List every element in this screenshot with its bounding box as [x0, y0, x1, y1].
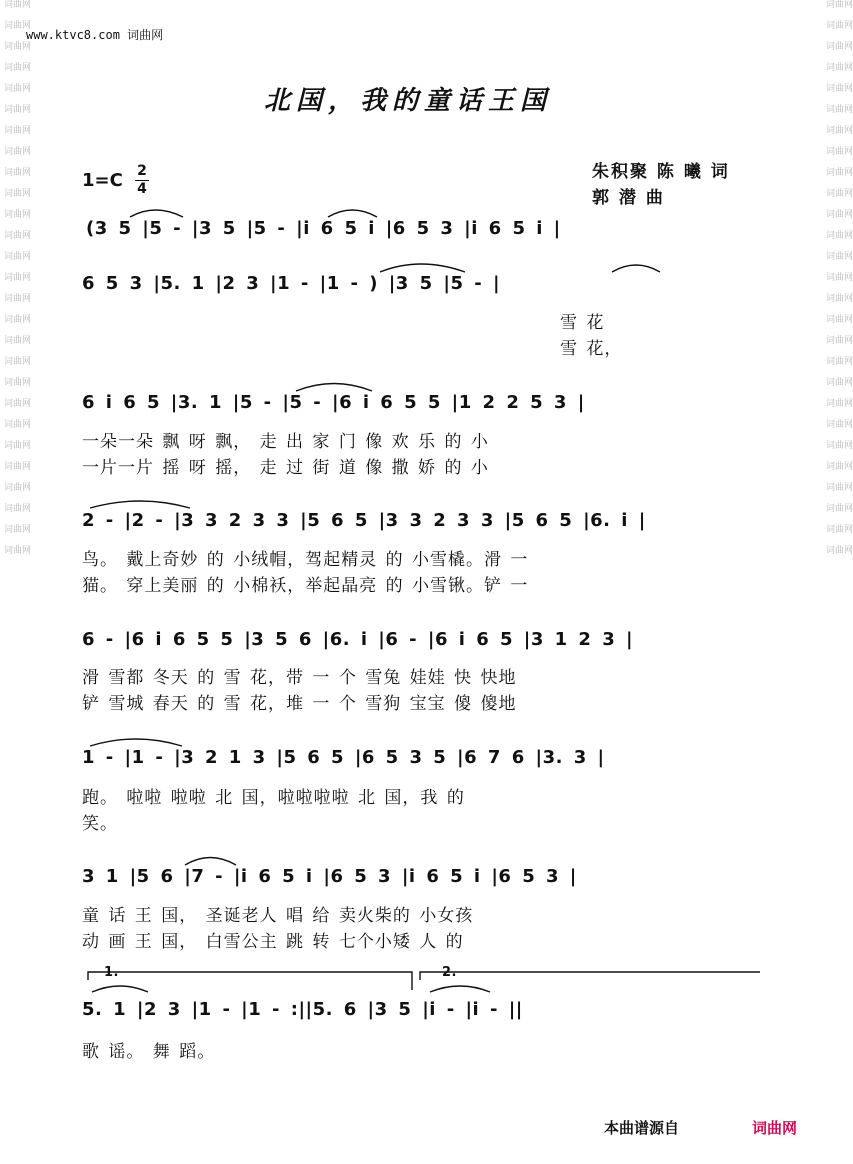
watermark-left-text: 词曲网: [4, 168, 32, 178]
notation-line-4: 2 - |2 - |3 3 2 3 3 |5 6 5 |3 3 2 3 3 |5 6 5 |6. i |: [82, 510, 646, 531]
watermark-right-text: 词曲网: [826, 273, 853, 283]
tie-mark: [612, 265, 660, 272]
watermark-right-text: 词曲网: [826, 231, 853, 241]
watermark-right-text: 词曲网: [826, 399, 853, 409]
watermark-left-text: 词曲网: [4, 315, 32, 325]
tie-mark: [90, 739, 182, 746]
lyric-line-3b: 一片一片 摇 呀 摇， 走 过 街 道 像 撒 娇 的 小: [82, 458, 489, 478]
watermark-right-text: 词曲网: [826, 483, 853, 493]
lyric-line-4a: 鸟。 戴上奇妙 的 小绒帽，驾起精灵 的 小雪橇。滑 一: [82, 550, 529, 570]
lyric-line-2b: 雪 花，: [560, 339, 623, 359]
volta-bracket-1: [88, 972, 412, 990]
lyric-line-6b: 笑。: [82, 814, 118, 834]
lyricist-credit: 朱积聚 陈 曦 词: [592, 162, 730, 182]
watermark-right-text: 词曲网: [826, 84, 853, 94]
watermark-right-text: 词曲网: [826, 63, 853, 73]
watermark-right-text: 词曲网: [826, 252, 853, 262]
watermark-left-text: 词曲网: [4, 63, 32, 73]
volta-bracket-2: [420, 972, 760, 980]
watermark-left-text: 词曲网: [4, 546, 32, 556]
watermark-right-text: 词曲网: [826, 294, 853, 304]
lyric-line-8a: 歌 谣。 舞 蹈。: [82, 1042, 216, 1062]
watermark-left-text: 词曲网: [4, 504, 32, 514]
notation-line-6: 1 - |1 - |3 2 1 3 |5 6 5 |6 5 3 5 |6 7 6 |3. 3 |: [82, 747, 605, 768]
watermark-left-text: 词曲网: [4, 420, 32, 430]
watermark-left-text: 词曲网: [4, 252, 32, 262]
watermark-left-text: 词曲网: [4, 462, 32, 472]
watermark-right-text: 词曲网: [826, 315, 853, 325]
tie-mark: [380, 264, 465, 272]
tie-mark: [92, 986, 148, 992]
composer-credit: 郭 潜 曲: [592, 188, 665, 208]
time-signature-bottom: 4: [137, 181, 147, 197]
key-signature: 1=C: [82, 170, 123, 191]
volta-ending-2-label: 2.: [442, 965, 457, 980]
watermark-right-text: 词曲网: [826, 126, 853, 136]
watermark-right-text: 词曲网: [826, 21, 853, 31]
watermark-right-text: 词曲网: [826, 105, 853, 115]
site-url[interactable]: www.ktvc8.com 词曲网: [26, 28, 164, 42]
time-signature-top: 2: [137, 163, 147, 179]
watermark-left-text: 词曲网: [4, 189, 32, 199]
watermark-left-text: 词曲网: [4, 525, 32, 535]
watermark-left-text: 词曲网: [4, 483, 32, 493]
lyric-line-7a: 童 话 王 国， 圣诞老人 唱 给 卖火柴的 小女孩: [82, 906, 474, 926]
tie-mark: [328, 210, 377, 217]
watermark-left-text: 词曲网: [4, 231, 32, 241]
watermark-right-text: 词曲网: [826, 147, 853, 157]
notation-line-1: (3 5 |5 - |3 5 |5 - |i 6 5 i |6 5 3 |i 6 5 i |: [86, 218, 561, 239]
tie-mark: [90, 501, 190, 508]
lyric-line-6a: 跑。 啦啦 啦啦 北 国，啦啦啦啦 北 国，我 的: [82, 788, 465, 808]
watermark-left-text: 词曲网: [4, 105, 32, 115]
notation-line-8: 5. 1 |2 3 |1 - |1 - :||5. 6 |3 5 |i - |i - ||: [82, 999, 523, 1020]
watermark-right-text: 词曲网: [826, 462, 853, 472]
lyric-line-2a: 雪 花: [560, 313, 605, 333]
watermark-right-text: 词曲网: [826, 42, 853, 52]
source-label: 本曲谱源自: [604, 1119, 680, 1137]
watermark-right-text: 词曲网: [826, 0, 853, 10]
watermark-right-text: 词曲网: [826, 357, 853, 367]
watermark-left-text: 词曲网: [4, 378, 32, 388]
tie-mark: [430, 986, 490, 992]
lyric-line-5a: 滑 雪都 冬天 的 雪 花，带 一 个 雪兔 娃娃 快 快地: [82, 668, 517, 688]
lyric-line-4b: 猫。 穿上美丽 的 小棉袄，举起晶亮 的 小雪锹。铲 一: [82, 576, 529, 596]
watermark-left-text: 词曲网: [4, 42, 32, 52]
tie-mark: [185, 858, 236, 866]
watermark-right-text: 词曲网: [826, 525, 853, 535]
watermark-left-text: 词曲网: [4, 294, 32, 304]
watermark-right-text: 词曲网: [826, 420, 853, 430]
watermark-right-text: 词曲网: [826, 210, 853, 220]
lyric-line-3a: 一朵一朵 飘 呀 飘， 走 出 家 门 像 欢 乐 的 小: [82, 432, 489, 452]
watermark-right-text: 词曲网: [826, 546, 853, 556]
notation-line-5: 6 - |6 i 6 5 5 |3 5 6 |6. i |6 - |6 i 6 5 |3 1 2 3 |: [82, 629, 634, 650]
watermark-right-text: 词曲网: [826, 168, 853, 178]
song-title: 北国，我的童话王国: [264, 86, 553, 116]
volta-ending-1-label: 1.: [104, 965, 119, 980]
watermark-right-text: 词曲网: [826, 189, 853, 199]
notation-line-2: 6 5 3 |5. 1 |2 3 |1 - |1 - ) |3 5 |5 - |: [82, 273, 501, 294]
watermark-left-text: 词曲网: [4, 126, 32, 136]
watermark-left-text: 词曲网: [4, 0, 32, 10]
watermark-right-text: 词曲网: [826, 378, 853, 388]
watermark-left-text: 词曲网: [4, 21, 32, 31]
watermark-right-text: 词曲网: [826, 441, 853, 451]
tie-mark: [130, 210, 183, 217]
lyric-line-7b: 动 画 王 国， 白雪公主 跳 转 七个小矮 人 的: [82, 932, 464, 952]
watermark-right-text: 词曲网: [826, 336, 853, 346]
watermark-left-text: 词曲网: [4, 147, 32, 157]
watermark-left-text: 词曲网: [4, 357, 32, 367]
watermark-left-text: 词曲网: [4, 84, 32, 94]
watermark-right-text: 词曲网: [826, 504, 853, 514]
watermark-left-text: 词曲网: [4, 441, 32, 451]
notation-line-3: 6 i 6 5 |3. 1 |5 - |5 - |6 i 6 5 5 |1 2 2 5 3 |: [82, 392, 585, 413]
lyric-line-5b: 铲 雪城 春天 的 雪 花，堆 一 个 雪狗 宝宝 傻 傻地: [82, 694, 517, 714]
watermark-left-text: 词曲网: [4, 336, 32, 346]
source-brand-link[interactable]: 词曲网: [752, 1119, 798, 1137]
tie-mark: [296, 384, 372, 392]
notation-line-7: 3 1 |5 6 |7 - |i 6 5 i |6 5 3 |i 6 5 i |6 5 3 |: [82, 866, 577, 887]
watermark-left-text: 词曲网: [4, 399, 32, 409]
watermark-left-text: 词曲网: [4, 273, 32, 283]
watermark-left-text: 词曲网: [4, 210, 32, 220]
